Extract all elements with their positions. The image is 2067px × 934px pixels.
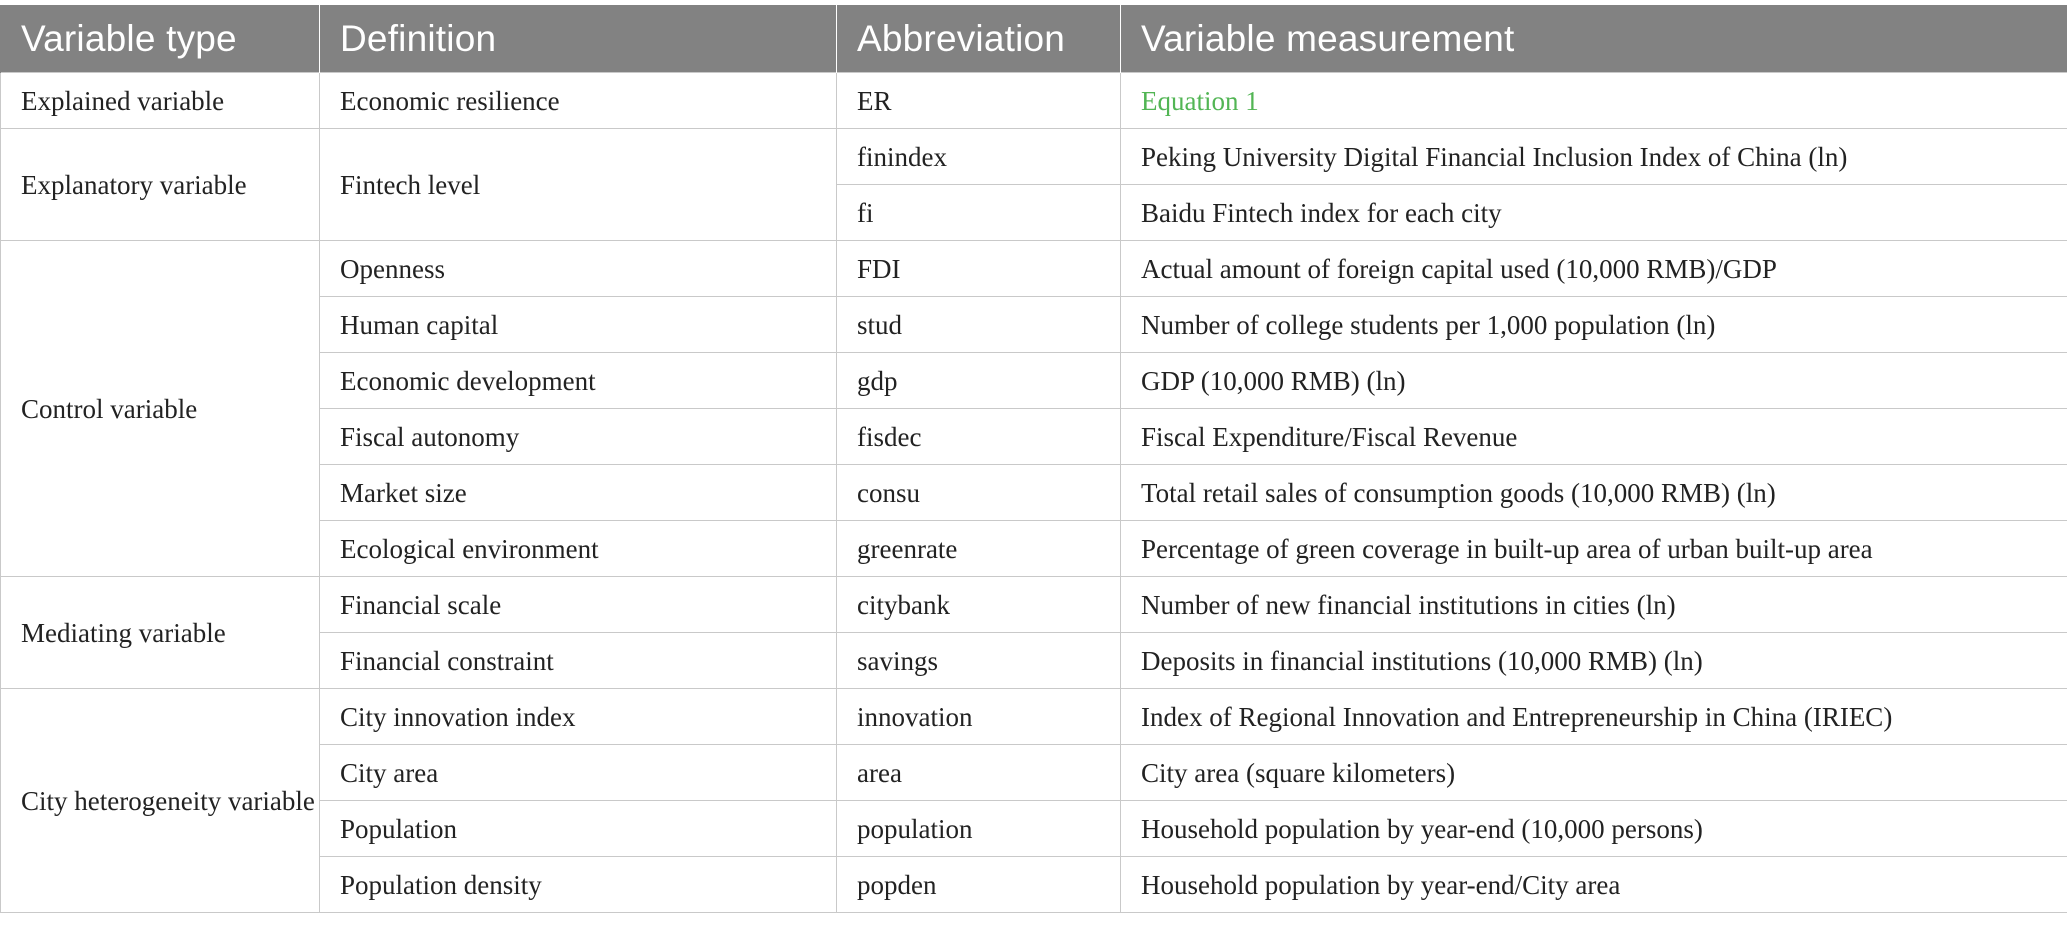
abbreviation-cell: savings <box>837 633 1121 689</box>
variables-table <box>0 5 2067 913</box>
abbreviation-cell: popden <box>837 857 1121 913</box>
measurement-cell: Number of new financial institutions in cities (ln) <box>1121 577 2067 633</box>
definition-cell: Population <box>320 801 837 857</box>
measurement-cell: Percentage of green coverage in built-up area of urban built-up area <box>1121 521 2067 577</box>
group-city-heterogeneity-variable: City heterogeneity variable <box>1 689 320 913</box>
abbreviation-cell: fisdec <box>837 409 1121 465</box>
abbreviation-cell: finindex <box>837 129 1121 185</box>
table-row <box>1 577 2067 633</box>
definition-cell: Economic development <box>320 353 837 409</box>
measurement-cell: Number of college students per 1,000 population (ln) <box>1121 297 2067 353</box>
measurement-cell: City area (square kilometers) <box>1121 745 2067 801</box>
table-header <box>1 5 2067 73</box>
abbreviation-cell: consu <box>837 465 1121 521</box>
abbreviation-cell: innovation <box>837 689 1121 745</box>
definition-cell: Market size <box>320 465 837 521</box>
measurement-cell: Deposits in financial institutions (10,000 RMB) (ln) <box>1121 633 2067 689</box>
definition-cell: Fintech level <box>320 129 837 241</box>
measurement-cell: Household population by year-end (10,000 persons) <box>1121 801 2067 857</box>
header-variable-measurement: Variable measurement <box>1121 5 2067 73</box>
abbreviation-cell: area <box>837 745 1121 801</box>
header-row <box>1 5 2067 73</box>
equation-1-link[interactable]: Equation 1 <box>1141 85 1259 116</box>
definition-cell: Economic resilience <box>320 73 837 129</box>
group-explained-variable: Explained variable <box>1 73 320 129</box>
header-definition: Definition <box>320 5 837 73</box>
abbreviation-cell: population <box>837 801 1121 857</box>
table-row <box>1 241 2067 297</box>
group-control-variable: Control variable <box>1 241 320 577</box>
abbreviation-cell: ER <box>837 73 1121 129</box>
variables-table-wrapper <box>0 5 2067 913</box>
definition-cell: City area <box>320 745 837 801</box>
definition-cell: Fiscal autonomy <box>320 409 837 465</box>
measurement-cell: Index of Regional Innovation and Entrepreneurship in China (IRIEC) <box>1121 689 2067 745</box>
measurement-cell: Baidu Fintech index for each city <box>1121 185 2067 241</box>
measurement-cell: Peking University Digital Financial Inclusion Index of China (ln) <box>1121 129 2067 185</box>
abbreviation-cell: fi <box>837 185 1121 241</box>
table-row <box>1 129 2067 185</box>
abbreviation-cell: gdp <box>837 353 1121 409</box>
measurement-cell: Fiscal Expenditure/Fiscal Revenue <box>1121 409 2067 465</box>
group-mediating-variable: Mediating variable <box>1 577 320 689</box>
definition-cell: Financial constraint <box>320 633 837 689</box>
definition-cell: Financial scale <box>320 577 837 633</box>
table-row <box>1 689 2067 745</box>
abbreviation-cell: greenrate <box>837 521 1121 577</box>
definition-cell: Human capital <box>320 297 837 353</box>
group-explanatory-variable: Explanatory variable <box>1 129 320 241</box>
definition-cell: Ecological environment <box>320 521 837 577</box>
measurement-cell <box>1121 73 2067 129</box>
definition-cell: City innovation index <box>320 689 837 745</box>
measurement-cell: GDP (10,000 RMB) (ln) <box>1121 353 2067 409</box>
measurement-cell: Actual amount of foreign capital used (10,000 RMB)/GDP <box>1121 241 2067 297</box>
measurement-cell: Household population by year-end/City area <box>1121 857 2067 913</box>
table-row <box>1 73 2067 129</box>
header-variable-type: Variable type <box>1 5 320 73</box>
header-abbreviation: Abbreviation <box>837 5 1121 73</box>
abbreviation-cell: stud <box>837 297 1121 353</box>
measurement-cell: Total retail sales of consumption goods (10,000 RMB) (ln) <box>1121 465 2067 521</box>
definition-cell: Openness <box>320 241 837 297</box>
definition-cell: Population density <box>320 857 837 913</box>
abbreviation-cell: FDI <box>837 241 1121 297</box>
abbreviation-cell: citybank <box>837 577 1121 633</box>
table-body <box>1 73 2067 913</box>
